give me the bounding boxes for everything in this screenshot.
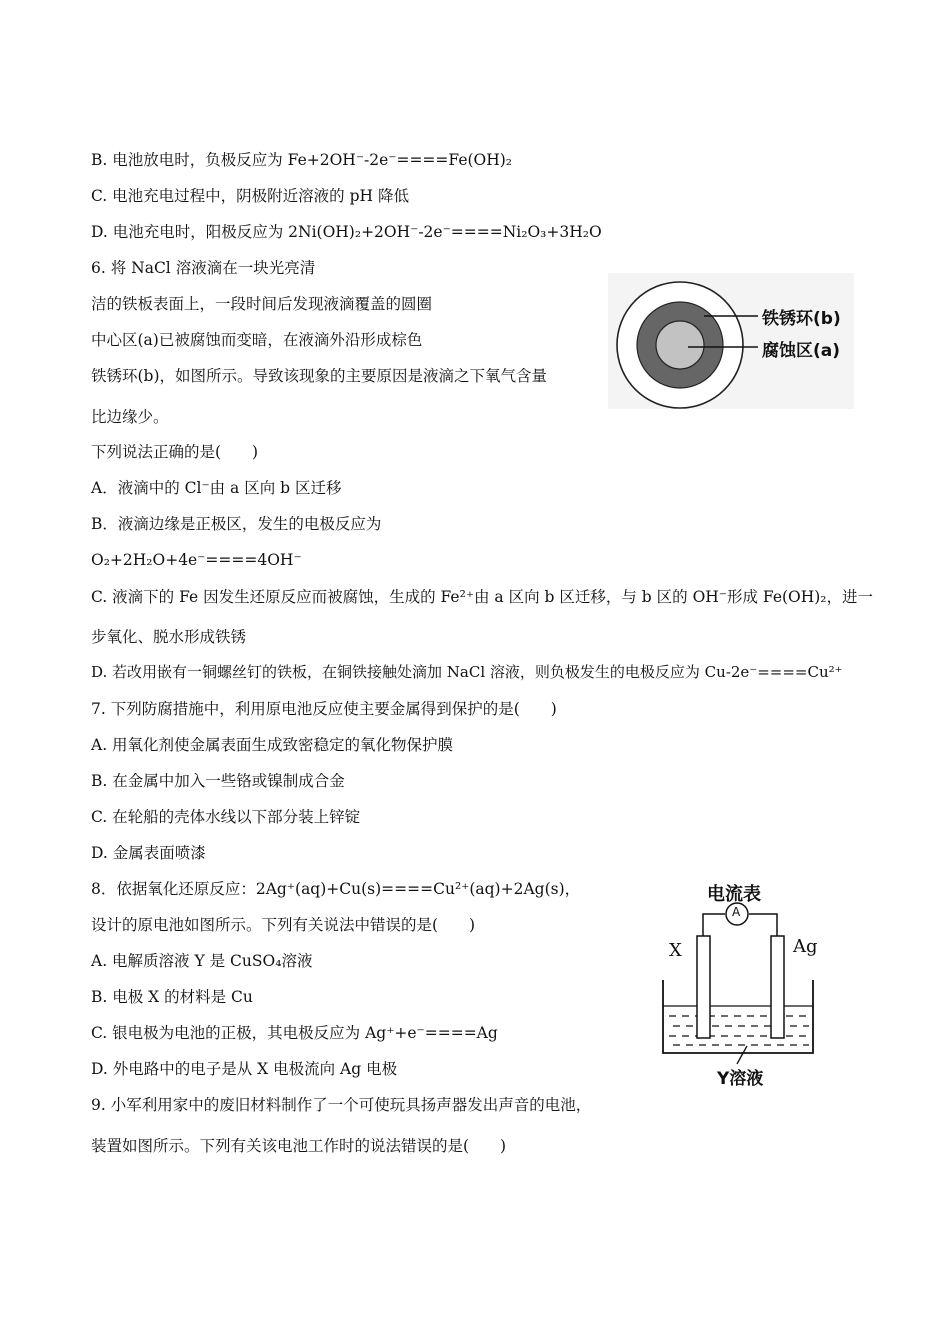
question-6-prompt: 下列说法正确的是( ) — [91, 443, 259, 461]
label-ammeter: 电流表 — [707, 884, 761, 905]
option-a-q7: A. 用氧化剂使金属表面生成致密稳定的氧化物保护膜 — [91, 736, 454, 754]
question-6-stem-line3: 中心区(a)已被腐蚀而变暗，在液滴外沿形成棕色 — [91, 331, 423, 349]
option-d-q8: D. 外电路中的电子是从 X 电极流向 Ag 电极 — [91, 1060, 398, 1078]
option-a-q6: A．液滴中的 Cl⁻由 a 区向 b 区迁移 — [91, 479, 342, 497]
electrode-ag — [771, 936, 784, 1038]
option-a-q8: A. 电解质溶液 Y 是 CuSO₄溶液 — [91, 952, 313, 970]
option-c-q8: C. 银电极为电池的正极，其电极反应为 Ag⁺+e⁻====Ag — [91, 1024, 498, 1042]
wire-left — [703, 914, 725, 936]
solution-pattern — [669, 1016, 809, 1045]
option-c-q6-cont: 步氧化、脱水形成铁锈 — [91, 628, 247, 646]
question-6-stem-line5: 比边缘少。 — [91, 408, 169, 426]
label-electrode-ag: Ag — [793, 936, 818, 957]
option-b-q6: B．液滴边缘是正极区，发生的电极反应为 — [91, 515, 382, 533]
label-corrosion-zone-a: 腐蚀区(a) — [762, 341, 841, 361]
ammeter-symbol: A — [732, 905, 741, 919]
option-d-q5: D. 电池充电时，阳极反应为 2Ni(OH)₂+2OH⁻-2e⁻====Ni₂O₃+3H₂O — [91, 223, 602, 241]
label-rust-ring-b: 铁锈环(b) — [762, 309, 841, 329]
leader-line-y — [737, 1046, 747, 1064]
option-c-q7: C. 在轮船的壳体水线以下部分装上锌锭 — [91, 808, 361, 826]
question-6-stem-line2: 洁的铁板表面上，一段时间后发现液滴覆盖的圆圈 — [91, 295, 433, 313]
label-electrode-x: X — [669, 940, 682, 961]
corrosion-zone-a — [656, 321, 704, 369]
wire-right — [749, 914, 777, 936]
option-b-q6-equation: O₂+2H₂O+4e⁻====4OH⁻ — [91, 551, 302, 569]
label-solution-y: Y溶液 — [717, 1069, 764, 1089]
question-6-stem-line1: 6. 将 NaCl 溶液滴在一块光亮清 — [91, 259, 316, 277]
option-b-q8: B. 电极 X 的材料是 Cu — [91, 988, 253, 1006]
question-7-stem: 7. 下列防腐措施中，利用原电池反应使主要金属得到保护的是( ) — [91, 700, 557, 718]
option-b-q7: B. 在金属中加入一些铬或镍制成合金 — [91, 772, 345, 790]
question-8-stem-line1: 8．依据氧化还原反应：2Ag⁺(aq)+Cu(s)====Cu²⁺(aq)+2Ag(s)， — [91, 880, 581, 898]
question-8-stem-line2: 设计的原电池如图所示。下列有关说法中错误的是( ) — [91, 916, 476, 934]
galvanic-cell-figure — [655, 878, 835, 1088]
galvanic-cell-diagram — [655, 878, 835, 1088]
rust-ring-figure — [608, 273, 854, 409]
question-9-stem-line2: 装置如图所示。下列有关该电池工作时的说法错误的是( ) — [91, 1137, 507, 1155]
question-9-stem-line1: 9. 小军利用家中的废旧材料制作了一个可使玩具扬声器发出声音的电池， — [91, 1096, 592, 1114]
option-d-q7: D. 金属表面喷漆 — [91, 844, 206, 862]
option-c-q6: C. 液滴下的 Fe 因发生还原反应而被腐蚀，生成的 Fe²⁺由 a 区向 b 区迁移，与 b 区的 OH⁻形成 Fe(OH)₂，进一 — [91, 588, 874, 606]
option-b-q5: B. 电池放电时，负极反应为 Fe+2OH⁻-2e⁻====Fe(OH)₂ — [91, 151, 513, 169]
electrode-x — [697, 936, 710, 1038]
option-c-q5: C. 电池充电过程中，阴极附近溶液的 pH 降低 — [91, 187, 409, 205]
question-6-stem-line4: 铁锈环(b)，如图所示。导致该现象的主要原因是液滴之下氧气含量 — [91, 367, 548, 385]
option-d-q6: D. 若改用嵌有一铜螺丝钉的铁板，在铜铁接触处滴加 NaCl 溶液，则负极发生的电极反应为 Cu-2e⁻====Cu²⁺ — [91, 663, 843, 681]
